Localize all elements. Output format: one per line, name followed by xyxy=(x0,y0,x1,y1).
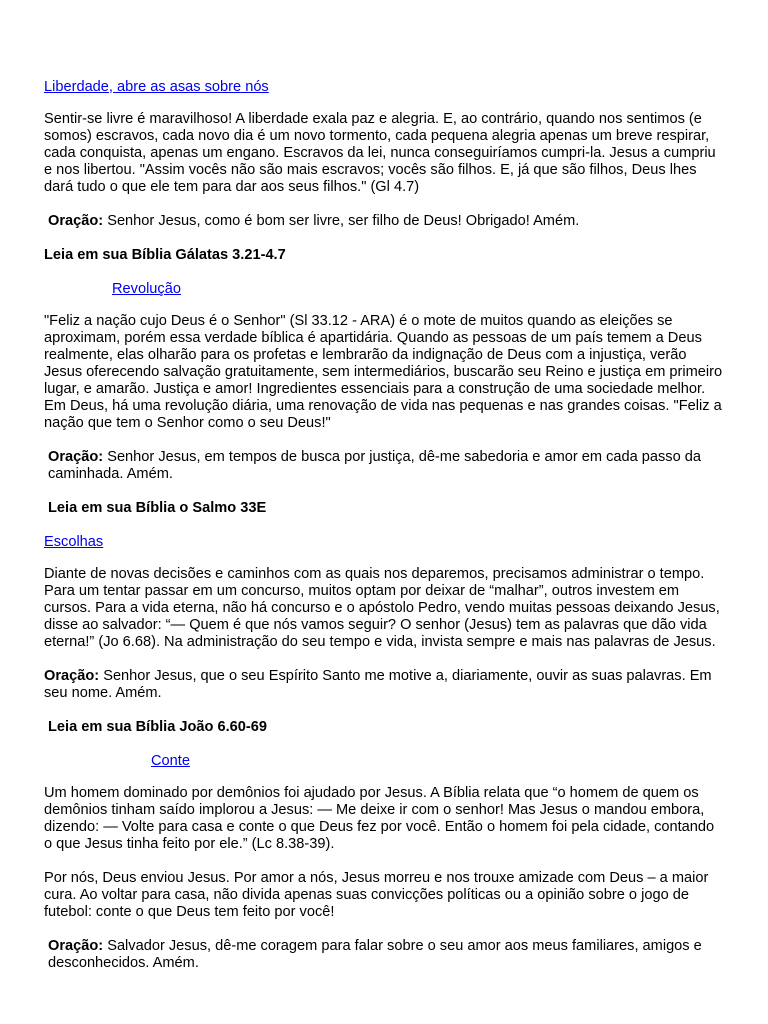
prayer-paragraph xyxy=(44,938,724,972)
conte-link[interactable]: Conte xyxy=(151,753,190,769)
prayer-paragraph xyxy=(44,668,724,702)
section-title-link[interactable] xyxy=(44,79,724,96)
prayer-label: Oração: xyxy=(48,938,104,954)
document-page xyxy=(44,79,724,972)
section-title-link[interactable] xyxy=(44,281,724,298)
escolhas-link[interactable]: Escolhas xyxy=(44,534,104,550)
reading-reference: Leia em sua Bíblia João 6.60-69 xyxy=(48,719,268,735)
prayer-text: Senhor Jesus, que o seu Espírito Santo me motive a, diariamente, ouvir as suas palavras. Em seu nome. Amém. xyxy=(44,668,712,701)
section-title-link[interactable] xyxy=(44,753,724,770)
prayer-label: Oração: xyxy=(48,449,104,465)
section-body-2: Por nós, Deus enviou Jesus. Por amor a nós, Jesus morreu e nos trouxe amizade com Deus – a maior cura. Ao voltar para casa, não divida apenas suas convicções políticas ou a opinião sobre o jogo de futebol: conte o que Deus tem feito por você! xyxy=(44,870,709,920)
section-body: Um homem dominado por demônios foi ajudado por Jesus. A Bíblia relata que “o homem de quem os demônios tinham saído implorou a Jesus: — Me deixe ir com o senhor! Mas Jesus o mandou embora, dizendo: — Volte para casa e conte o que Deus fez por você. Então o homem foi pela cidade, contando o que Jesus tinha feito por ele.” (Lc 8.38-39). xyxy=(44,785,715,852)
revolucao-link[interactable]: Revolução xyxy=(112,281,181,297)
prayer-paragraph xyxy=(44,449,724,483)
prayer-text: Senhor Jesus, em tempos de busca por justiça, dê-me sabedoria e amor em cada passo da caminhada. Amém. xyxy=(48,449,702,482)
section-body: Sentir-se livre é maravilhoso! A liberdade exala paz e alegria. E, ao contrário, quando nos sentimos (e somos) escravos, cada novo dia é um novo tormento, cada pequena alegria apenas um breve respirar, cada conquista, apenas um engano. Escravos da lei, nunca conseguiríamos cumpri-la. Jesus a cumpriu e nos libertou. "Assim vocês não são mais escravos; vocês são filhos. E, já que são filhos, Deus lhes dará tudo o que ele tem para dar aos seus filhos." (Gl 4.7) xyxy=(44,111,716,195)
prayer-label: Oração: xyxy=(44,668,100,684)
section-title-link[interactable] xyxy=(44,534,724,551)
reading-reference: Leia em sua Bíblia o Salmo 33E xyxy=(48,500,267,516)
liberdade-link[interactable]: Liberdade, abre as asas sobre nós xyxy=(44,79,269,95)
prayer-label: Oração: xyxy=(48,213,104,229)
section-body: Diante de novas decisões e caminhos com as quais nos deparemos, precisamos administrar o tempo. Para um tentar passar em um concurso, muitos optam por deixar de “malhar”, outros investem em cursos. Para a vida eterna, não há concurso e o apóstolo Pedro, vendo muitas pessoas deixando Jesus, disse ao salvador: “— Quem é que nós vamos seguir? O senhor (Jesus) tem as palavras que dão vida eterna!” (Jo 6.68). Na administração do seu tempo e vida, invista sempre e mais nas palavras de Jesus. xyxy=(44,566,720,650)
section-body: "Feliz a nação cujo Deus é o Senhor" (Sl 33.12 - ARA) é o mote de muitos quando as eleições se aproximam, porém essa verdade bíblica é apartidária. Quando as pessoas de um país temem a Deus realmente, elas olharão para os profetas e lembrarão da indignação de Deus com a injustiça, verão Jesus oferecendo salvação gratuitamente, sem intermediários, buscarão seu Reino e justiça em primeiro lugar, e amarão. Justiça e amor! Ingredientes essenciais para a construção de uma sociedade melhor. Em Deus, há uma revolução diária, uma renovação de vida nas pequenas e nas grandes coisas. "Feliz a nação que tem o Senhor como o seu Deus!" xyxy=(44,313,723,431)
prayer-text: Senhor Jesus, como é bom ser livre, ser filho de Deus! Obrigado! Amém. xyxy=(103,213,580,229)
prayer-text: Salvador Jesus, dê-me coragem para falar sobre o seu amor aos meus familiares, amigos e desconhecidos. Amém. xyxy=(48,938,702,971)
reading-reference: Leia em sua Bíblia Gálatas 3.21-4.7 xyxy=(44,247,286,263)
prayer-paragraph xyxy=(44,213,724,230)
